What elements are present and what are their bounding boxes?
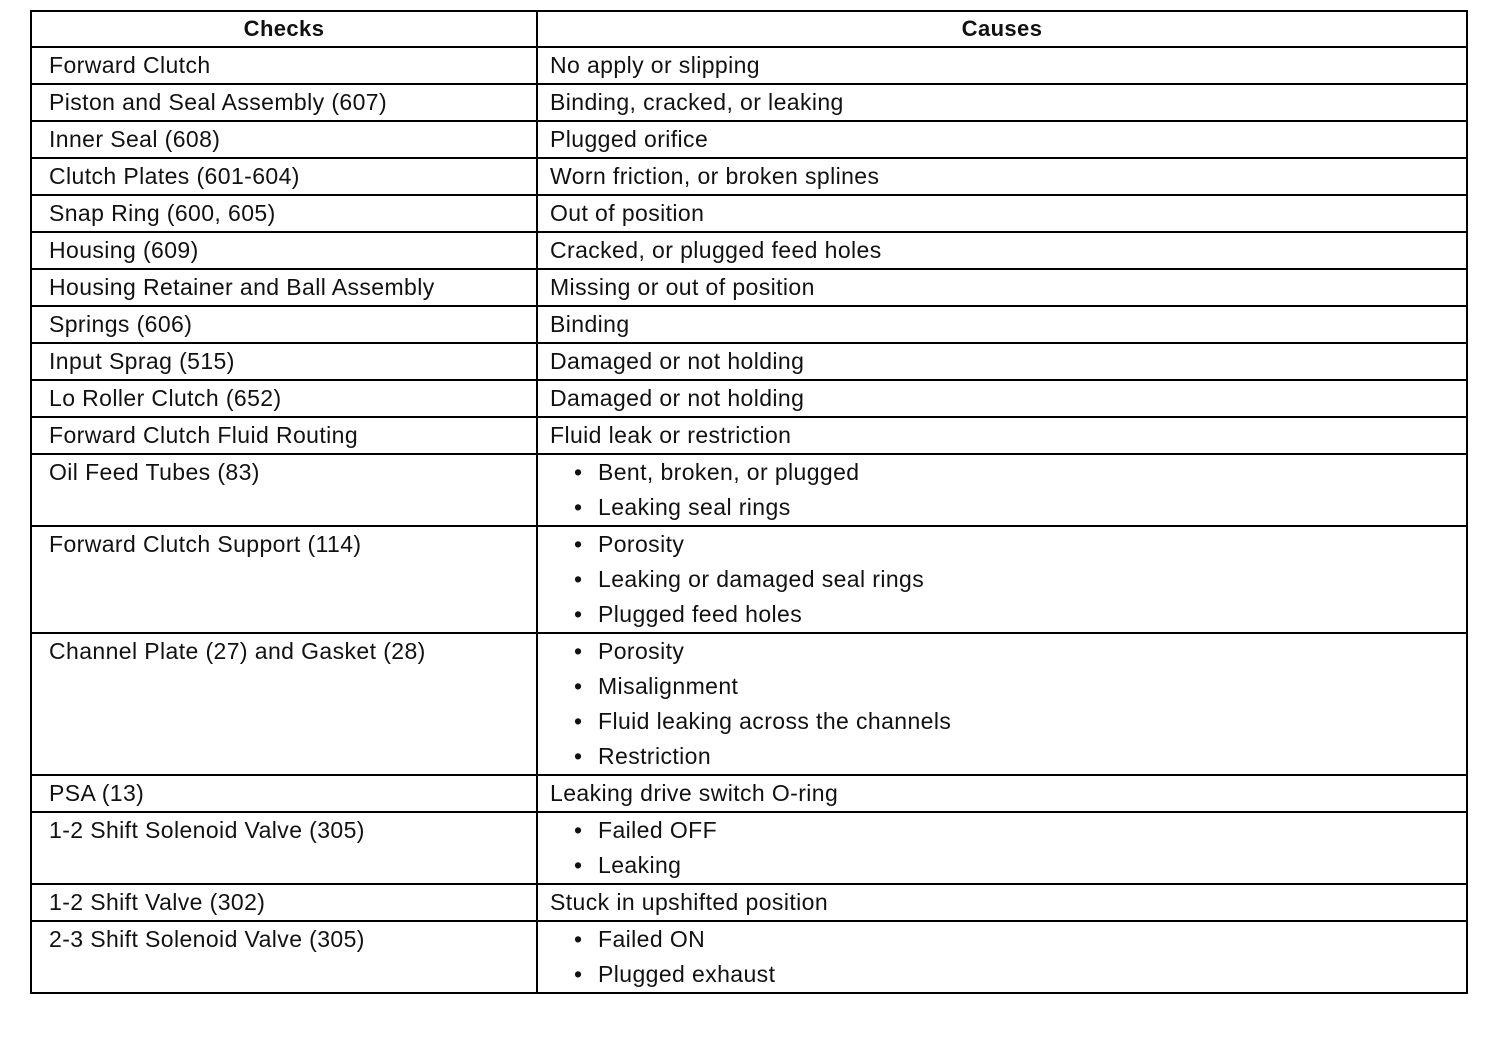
check-cell: Forward Clutch	[31, 47, 537, 84]
cause-text: Damaged or not holding	[550, 385, 805, 411]
cause-text: Fluid leak or restriction	[550, 422, 792, 448]
cause-cell	[537, 195, 1467, 232]
table-row	[31, 195, 1467, 232]
cause-bullet-item: • Porosity	[574, 527, 1466, 562]
cause-text: Leaking drive switch O-ring	[550, 780, 839, 806]
cause-cell	[537, 158, 1467, 195]
cause-bullet-list	[537, 921, 1467, 993]
check-cell: Channel Plate (27) and Gasket (28)	[31, 633, 537, 775]
check-cell: Forward Clutch Fluid Routing	[31, 417, 537, 454]
cause-text: Cracked, or plugged feed holes	[550, 237, 882, 263]
cause-cell	[537, 343, 1467, 380]
table-body	[31, 47, 1467, 993]
cause-cell	[537, 84, 1467, 121]
table-row	[31, 84, 1467, 121]
table-row	[31, 812, 1467, 884]
checks-header: Checks	[31, 11, 537, 47]
check-cell: Lo Roller Clutch (652)	[31, 380, 537, 417]
cause-bullet-item: • Failed ON	[574, 922, 1466, 957]
table-row	[31, 343, 1467, 380]
table-row	[31, 380, 1467, 417]
cause-text: Binding	[550, 311, 630, 337]
table-row	[31, 306, 1467, 343]
table-row	[31, 47, 1467, 84]
cause-bullet-item: • Failed OFF	[574, 813, 1466, 848]
table-row	[31, 633, 1467, 775]
check-cell: Housing (609)	[31, 232, 537, 269]
cause-bullet-item: • Porosity	[574, 634, 1466, 669]
cause-text: No apply or slipping	[550, 52, 761, 78]
cause-text: Out of position	[550, 200, 705, 226]
table-row	[31, 269, 1467, 306]
cause-cell	[537, 775, 1467, 812]
cause-bullet-item: • Restriction	[574, 739, 1466, 774]
check-cell: PSA (13)	[31, 775, 537, 812]
table-row	[31, 454, 1467, 526]
checks-causes-table	[30, 10, 1468, 994]
table-row	[31, 775, 1467, 812]
check-cell: Housing Retainer and Ball Assembly	[31, 269, 537, 306]
check-cell: Forward Clutch Support (114)	[31, 526, 537, 633]
cause-cell	[537, 232, 1467, 269]
cause-cell	[537, 269, 1467, 306]
table-row	[31, 526, 1467, 633]
cause-cell	[537, 47, 1467, 84]
cause-cell	[537, 121, 1467, 158]
cause-bullet-item: • Plugged feed holes	[574, 597, 1466, 632]
check-cell: Oil Feed Tubes (83)	[31, 454, 537, 526]
cause-text: Plugged orifice	[550, 126, 709, 152]
table-row	[31, 158, 1467, 195]
check-cell: Piston and Seal Assembly (607)	[31, 84, 537, 121]
cause-bullet-item: • Leaking	[574, 848, 1466, 883]
causes-header: Causes	[537, 11, 1467, 47]
cause-cell	[537, 884, 1467, 921]
table-row	[31, 417, 1467, 454]
cause-bullet-item: • Plugged exhaust	[574, 957, 1466, 992]
cause-text: Missing or out of position	[550, 274, 815, 300]
cause-bullet-list	[537, 633, 1467, 775]
table-row	[31, 884, 1467, 921]
cause-bullet-item: • Misalignment	[574, 669, 1466, 704]
cause-text: Stuck in upshifted position	[550, 889, 829, 915]
check-cell: Inner Seal (608)	[31, 121, 537, 158]
cause-bullet-item: • Leaking or damaged seal rings	[574, 562, 1466, 597]
cause-bullet-list	[537, 812, 1467, 884]
table-row	[31, 121, 1467, 158]
cause-bullet-item: • Bent, broken, or plugged	[574, 455, 1466, 490]
cause-text: Damaged or not holding	[550, 348, 805, 374]
table-header-row	[31, 11, 1467, 47]
cause-cell	[537, 306, 1467, 343]
check-cell: Snap Ring (600, 605)	[31, 195, 537, 232]
cause-bullet-list	[537, 454, 1467, 526]
check-cell: Clutch Plates (601-604)	[31, 158, 537, 195]
table-row	[31, 232, 1467, 269]
cause-bullet-item: • Fluid leaking across the channels	[574, 704, 1466, 739]
cause-text: Binding, cracked, or leaking	[550, 89, 844, 115]
cause-bullet-item: • Leaking seal rings	[574, 490, 1466, 525]
check-cell: Input Sprag (515)	[31, 343, 537, 380]
cause-cell	[537, 380, 1467, 417]
table-row	[31, 921, 1467, 993]
check-cell: 1-2 Shift Valve (302)	[31, 884, 537, 921]
check-cell: 2-3 Shift Solenoid Valve (305)	[31, 921, 537, 993]
cause-bullet-list	[537, 526, 1467, 633]
cause-cell	[537, 417, 1467, 454]
cause-text: Worn friction, or broken splines	[550, 163, 880, 189]
check-cell: Springs (606)	[31, 306, 537, 343]
check-cell: 1-2 Shift Solenoid Valve (305)	[31, 812, 537, 884]
